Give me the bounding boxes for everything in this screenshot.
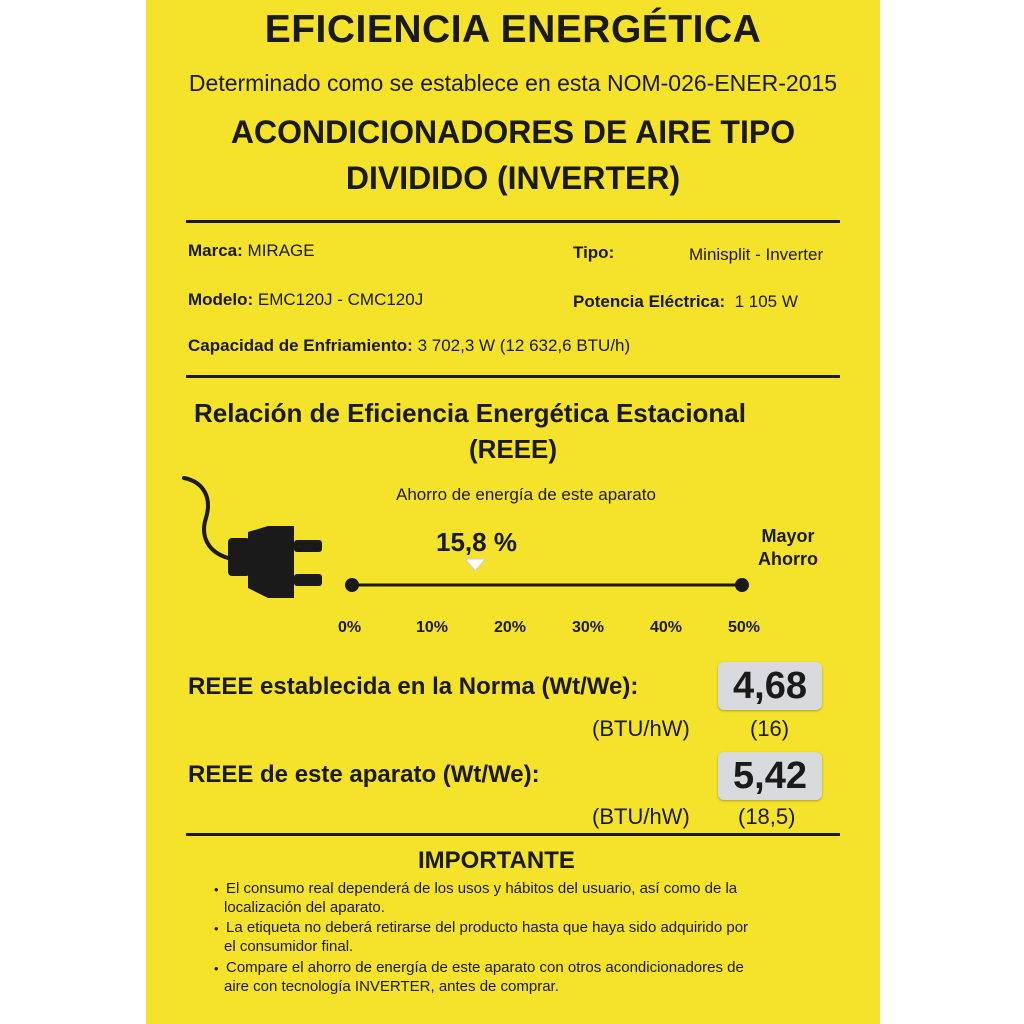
scale-tick-label: 0% [338, 619, 362, 636]
label-title: EFICIENCIA ENERGÉTICA [264, 8, 762, 51]
savings-value: 15,8 % [436, 527, 517, 557]
spec-tipo-label: Tipo: [573, 243, 615, 262]
bullet: • [214, 961, 219, 976]
reee-aparato-alt: (18,5) [738, 804, 796, 829]
scale-tick-label: 50% [728, 619, 761, 636]
scale-end-dot [735, 578, 749, 592]
reee-abbrev: (REEE) [468, 434, 558, 464]
plug-icon [176, 470, 326, 610]
reee-title: Relación de Eficiencia Energética Estacional [194, 398, 746, 428]
spec-value: MIRAGE [247, 241, 315, 260]
reee-norma-unit: (BTU/hW) [592, 716, 690, 741]
spec-marca [188, 241, 315, 261]
bullet: • [214, 882, 219, 897]
note-3-line1: Compare el ahorro de energía de este aparato con otros acondicionadores de [226, 959, 744, 976]
scale-caption: Ahorro de energía de este aparato [396, 485, 656, 504]
divider [186, 220, 840, 223]
spec-potencia [573, 292, 798, 312]
note-1-line1: El consumo real dependerá de los usos y hábitos del usuario, así como de la [226, 880, 738, 897]
scale-tick-label: 30% [572, 619, 605, 636]
reee-aparato-label: REEE de este aparato (Wt/We): [188, 761, 540, 788]
product-type-line1: ACONDICIONADORES DE AIRE TIPO [230, 114, 796, 150]
reee-norma-alt: (16) [750, 716, 790, 741]
product-type-line2: DIVIDIDO (INVERTER) [345, 160, 681, 196]
bullet: • [214, 921, 219, 936]
spec-value: 1 105 W [734, 292, 798, 311]
spec-label: Potencia Eléctrica: [573, 292, 726, 311]
spec-modelo [188, 290, 423, 310]
reee-norma-label: REEE establecida en la Norma (Wt/We): [188, 673, 639, 700]
important-title: IMPORTANTE [418, 847, 575, 874]
note-1-line2: localización del aparato. [224, 899, 385, 916]
spec-value: 3 702,3 W (12 632,6 BTU/h) [417, 336, 631, 355]
scale-end-label: Mayor Ahorro [758, 526, 818, 569]
note-2-line1: La etiqueta no deberá retirarse del producto hasta que haya sido adquirido por [226, 919, 749, 936]
energy-label [146, 0, 880, 1024]
divider [186, 375, 840, 378]
spec-label: Capacidad de Enfriamiento: [188, 336, 413, 355]
reee-aparato-unit: (BTU/hW) [592, 804, 690, 829]
note-2-line2: el consumidor final. [224, 938, 354, 955]
spec-capacidad [188, 336, 630, 356]
reee-aparato-value: 5,42 [718, 752, 822, 800]
spec-label: Marca: [188, 241, 243, 260]
scale-start-dot [345, 578, 359, 592]
divider [186, 833, 840, 836]
spec-tipo-value: Minisplit - Inverter [689, 245, 824, 264]
scale-tick-label: 10% [416, 619, 449, 636]
label-subtitle: Determinado como se establece en esta NOM-026-ENER-2015 [188, 70, 838, 96]
savings-marker-triangle [465, 559, 485, 571]
savings-scale [336, 555, 756, 605]
spec-value: EMC120J - CMC120J [257, 290, 424, 309]
note-3-line2: aire con tecnología INVERTER, antes de comprar. [224, 978, 559, 995]
scale-tick-label: 40% [650, 619, 683, 636]
scale-tick-label: 20% [494, 619, 527, 636]
reee-norma-value: 4,68 [718, 662, 822, 710]
spec-label: Modelo: [188, 290, 254, 309]
